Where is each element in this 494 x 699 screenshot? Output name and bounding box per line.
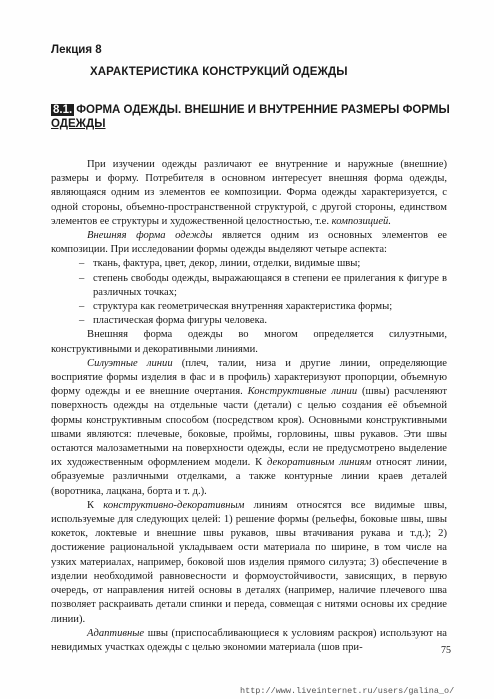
paragraph-lines: Внешняя форма одежды во многом определяется силуэтными, конструктивными и декоративными линиями. (51, 329, 447, 355)
paragraph-intro (51, 158, 447, 229)
section-number: 8.1. (53, 104, 73, 116)
list-item: – структура как геометрическая внутренняя характеристика формы; (93, 300, 447, 314)
lecture-number: Лекция 8 (51, 44, 102, 56)
constructive-term: Конструктивные линии (247, 386, 358, 398)
paragraph-intro-emphasis: композицией. (331, 215, 392, 227)
silhouette-text: (плеч, талии, низа и другие линии, определяющие восприятие формы изделия в фас и в профиль) характеризуют пропорции, объемную форму одежды и ее внешние очертания. (51, 357, 447, 398)
cd-prefix: К (87, 499, 95, 511)
decorative-term: декоративным линиям (267, 457, 372, 469)
external-form-term: Внешняя форма одежды (87, 230, 213, 242)
section-heading (51, 103, 451, 131)
section-title-underlined: ОДЕЖДЫ (51, 118, 106, 130)
paragraph-intro-text: При изучении одежды различают ее внутренние и наружные (внешние) размеры и форму. Потребителя в основном интересует внешняя форма одежды, являющаяся одним из элементов ее композиции. Форма одежды характеризуется, с одной стороны, объемно-пространственной структурой, с другой стороны, единством элементов ее структуры и художественной целостностью, т.е. (51, 159, 447, 227)
silhouette-term: Силуэтные линии (87, 357, 173, 369)
aspects-list (51, 257, 447, 328)
paragraph-constructive-decorative (51, 499, 447, 627)
list-item: – пластическая форма фигуры человека. (93, 314, 447, 328)
paragraph-silhouette (51, 357, 447, 499)
watermark-url: http://www.liveinternet.ru/users/galina_o/ (240, 686, 455, 696)
adaptive-text: швы (приспосабливающиеся к условиям раскроя) используют на невидимых участках одежды с целью экономии материала (шов при- (51, 627, 447, 653)
cd-term: конструктивно-декоративным (103, 499, 245, 511)
lecture-title: ХАРАКТЕРИСТИКА КОНСТРУКЦИЙ ОДЕЖДЫ (90, 66, 348, 78)
external-form-text: является одним из основных элементов ее композиции. При исследовании формы одежды выделяют четыре аспекта: (51, 230, 447, 256)
section-title-main: ФОРМА ОДЕЖДЫ. ВНЕШНИЕ И ВНУТРЕННИЕ РАЗМЕРЫ ФОРМЫ (76, 104, 450, 116)
paragraph-external-form (51, 229, 447, 257)
paragraph-adaptive (51, 627, 447, 655)
cd-text: линиям относятся все видимые швы, используемые для следующих целей: 1) решение формы (рельефы, боковые швы, швы кокеток, локтевые и внешние швы рукавов, швы втачивания рукава и т.д.); 2) достижение рациональной укладываем ости материала по ширине, в том числе на узких материалах, например, боковой шов изделия прямого силуэта; 3) обеспечение в изделии необходимой равновесности и формоустойчивости, зависящих, в первую очередь, от направления нитей основы в деталях (например, наличие плечевого шва позволяет раскраивать детали спинки и переда, совмещая с нитями основы их средние линии). (51, 499, 447, 625)
list-item: – степень свободы одежды, выражающаяся в степени ее прилегания к фигуре в различных точках; (93, 272, 447, 300)
page-number: 75 (441, 645, 451, 656)
decorative-text: относят линии, образуемые различными отделками, а также контурные линии краев деталей (воротника, лацкана, борта и т. д.). (51, 457, 447, 497)
constructive-text: (швы) расчленяют поверхность одежды на отдельные части (детали) с целью создания её объемной формы конструктивным способом (посредством кроя). Основными конструктивными швами являются: плечевые, боковые, проймы, горловины, швы рукавов. Эти швы остаются малозаметными на поверхности одежды, если не предусмотрено выделение их художественным оформлением модели. К (51, 386, 447, 469)
adaptive-term: Адаптивные (87, 627, 145, 639)
body-text (51, 158, 447, 655)
list-item: – ткань, фактура, цвет, декор, линии, отделки, видимые швы; (93, 257, 447, 271)
